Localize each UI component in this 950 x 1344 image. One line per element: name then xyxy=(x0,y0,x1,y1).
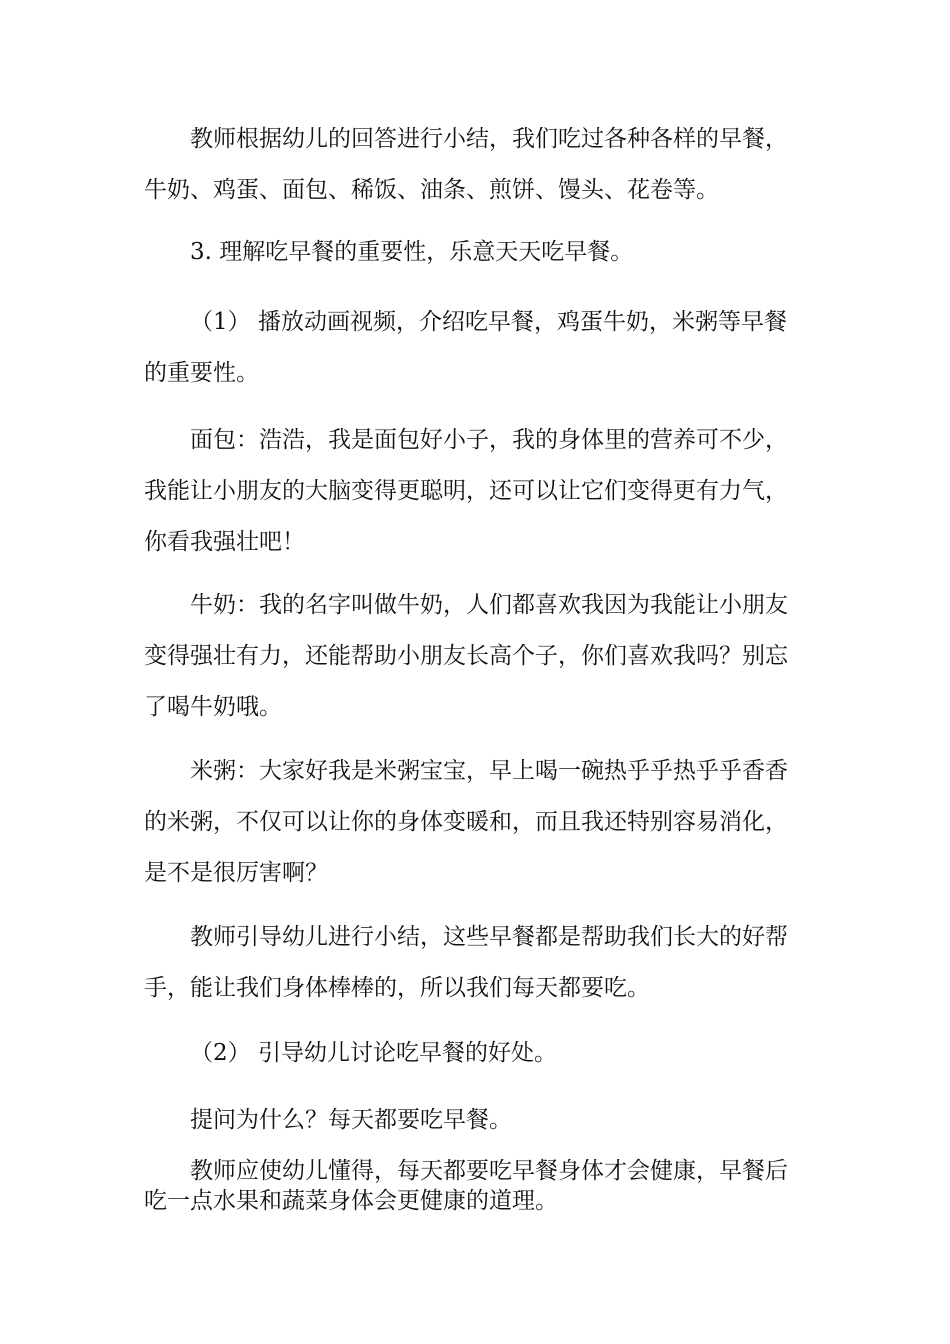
paragraph-line: 我能让小朋友的大脑变得更聪明，还可以让它们变得更有力气， xyxy=(144,478,788,504)
paragraph-bread xyxy=(144,415,806,568)
paragraph-line: 面包：浩浩，我是面包好小子，我的身体里的营养可不少， xyxy=(190,427,788,453)
paragraph-line: 的重要性。 xyxy=(144,360,259,386)
paragraph-line: 3. 理解吃早餐的重要性，乐意天天吃早餐。 xyxy=(190,239,634,265)
paragraph-line: 的米粥，不仅可以让你的身体变暖和，而且我还特别容易消化， xyxy=(144,809,788,835)
paragraph-line: （1） 播放动画视频，介绍吃早餐，鸡蛋牛奶，米粥等早餐 xyxy=(190,309,787,335)
paragraph-line: 提问为什么？每天都要吃早餐。 xyxy=(190,1107,512,1133)
section-heading-3 xyxy=(144,227,806,278)
paragraph-line: 了喝牛奶哦。 xyxy=(144,694,282,720)
subsection-1 xyxy=(144,297,806,399)
paragraph-line: 手，能让我们身体棒棒的，所以我们每天都要吃。 xyxy=(144,975,650,1001)
paragraph-line: （2） 引导幼儿讨论吃早餐的好处。 xyxy=(190,1040,557,1066)
paragraph-line: 教师根据幼儿的回答进行小结，我们吃过各种各样的早餐， xyxy=(190,126,788,152)
paragraph-teacher-summary xyxy=(144,912,806,1014)
paragraph-line: 牛奶：我的名字叫做牛奶，人们都喜欢我因为我能让小朋友 xyxy=(190,592,788,618)
paragraph-line: 教师应使幼儿懂得，每天都要吃早餐身体才会健康，早餐后 xyxy=(190,1158,788,1184)
paragraph-teacher-explanation xyxy=(144,1156,806,1216)
paragraph-line: 米粥：大家好我是米粥宝宝，早上喝一碗热乎乎热乎乎香香 xyxy=(190,758,788,784)
paragraph-line: 变得强壮有力，还能帮助小朋友长高个子，你们喜欢我吗？别忘 xyxy=(144,643,788,669)
paragraph-milk xyxy=(144,580,806,733)
paragraph-summary-breakfast-types xyxy=(144,114,806,216)
paragraph-line: 你看我强壮吧！ xyxy=(144,529,305,555)
paragraph-congee xyxy=(144,746,806,899)
paragraph-line: 教师引导幼儿进行小结，这些早餐都是帮助我们长大的好帮 xyxy=(190,924,788,950)
paragraph-line: 牛奶、鸡蛋、面包、稀饭、油条、煎饼、馒头、花卷等。 xyxy=(144,177,719,203)
subsection-2 xyxy=(144,1028,806,1079)
paragraph-question xyxy=(144,1095,806,1146)
paragraph-line: 吃一点水果和蔬菜身体会更健康的道理。 xyxy=(144,1188,558,1214)
paragraph-line: 是不是很厉害啊？ xyxy=(144,860,328,886)
